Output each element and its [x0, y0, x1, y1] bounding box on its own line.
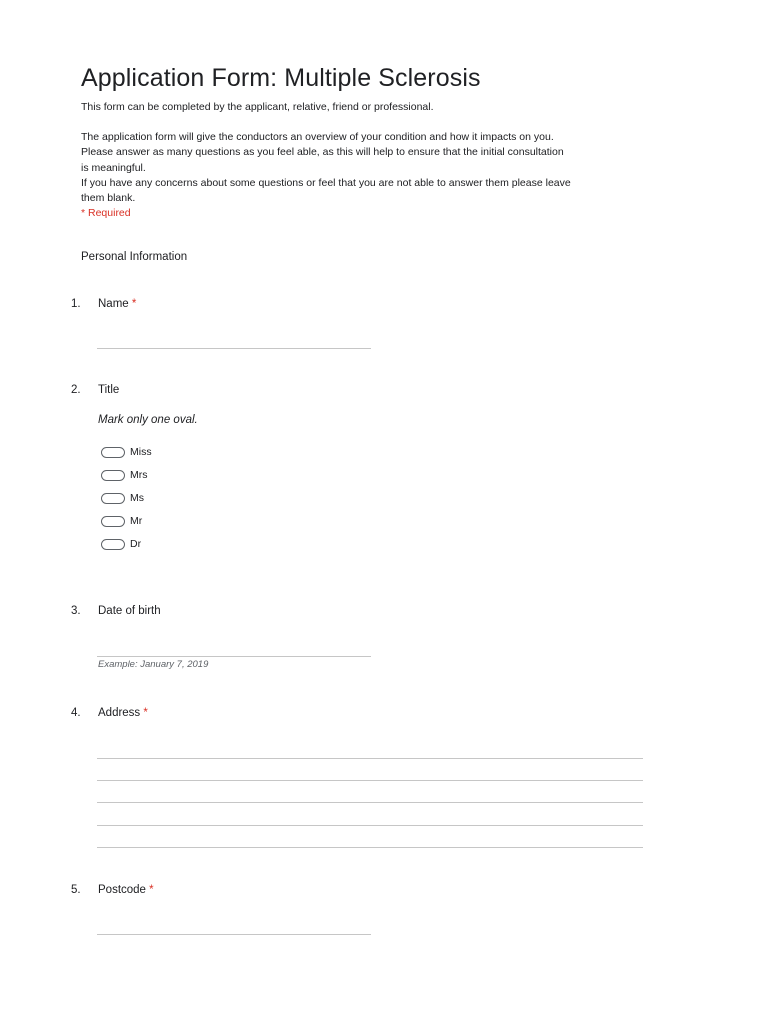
option-miss[interactable]: [101, 445, 152, 459]
intro-text: This form can be completed by the applicant, relative, friend or professional.: [81, 101, 434, 113]
option-ms[interactable]: [101, 491, 144, 505]
form-title: Application Form: Multiple Sclerosis: [81, 64, 481, 92]
form-description: [81, 100, 641, 221]
question-label-address: [98, 707, 148, 719]
question-text: Postcode: [98, 884, 146, 896]
option-label: Mr: [130, 515, 143, 527]
radio-oval[interactable]: [101, 516, 125, 527]
question-number: 3.: [71, 605, 81, 617]
name-input[interactable]: [97, 348, 371, 349]
question-number: 1.: [71, 298, 81, 310]
option-mrs[interactable]: [101, 468, 148, 482]
question-text: Address: [98, 707, 141, 719]
radio-oval[interactable]: [101, 493, 125, 504]
question-label-title: Title: [98, 384, 120, 396]
question-label-postcode: [98, 884, 154, 896]
address-input-line[interactable]: [97, 780, 643, 781]
intro-text: Please answer as many questions as you feel able, as this will help to ensure that the initial consultation: [81, 146, 564, 159]
intro-text: If you have any concerns about some questions or feel that you are not able to answer them please leave: [81, 176, 571, 189]
question-number: 2.: [71, 384, 81, 396]
address-input-line[interactable]: [97, 847, 643, 848]
required-asterisk: *: [143, 707, 148, 719]
radio-oval[interactable]: [101, 447, 125, 458]
postcode-input[interactable]: [97, 934, 371, 935]
option-dr[interactable]: [101, 537, 141, 551]
option-mr[interactable]: [101, 514, 142, 528]
intro-text: is meaningful.: [81, 161, 146, 174]
intro-text: The application form will give the conductors an overview of your condition and how it impacts on you.: [81, 131, 554, 144]
section-title: Personal Information: [81, 251, 188, 263]
question-label-date-of-birth: Date of birth: [98, 605, 161, 617]
question-text: Name: [98, 298, 129, 310]
option-label: Miss: [130, 446, 152, 458]
option-label: Ms: [130, 492, 144, 504]
address-input-line[interactable]: [97, 825, 643, 826]
address-input-line[interactable]: [97, 758, 643, 759]
required-asterisk: *: [131, 298, 137, 310]
question-label-name: [98, 298, 136, 310]
address-input-line[interactable]: [97, 802, 643, 803]
question-hint: Mark only one oval.: [98, 414, 198, 426]
date-of-birth-input[interactable]: [97, 656, 371, 657]
option-label: Dr: [130, 538, 142, 550]
date-example: Example: January 7, 2019: [98, 659, 209, 670]
radio-oval[interactable]: [101, 539, 125, 550]
required-note: * Required: [81, 207, 131, 220]
option-label: Mrs: [130, 469, 148, 481]
question-number: 5.: [71, 884, 81, 896]
radio-oval[interactable]: [101, 470, 125, 481]
question-number: 4.: [71, 707, 81, 719]
intro-text: them blank.: [81, 192, 136, 205]
required-asterisk: *: [149, 884, 154, 896]
